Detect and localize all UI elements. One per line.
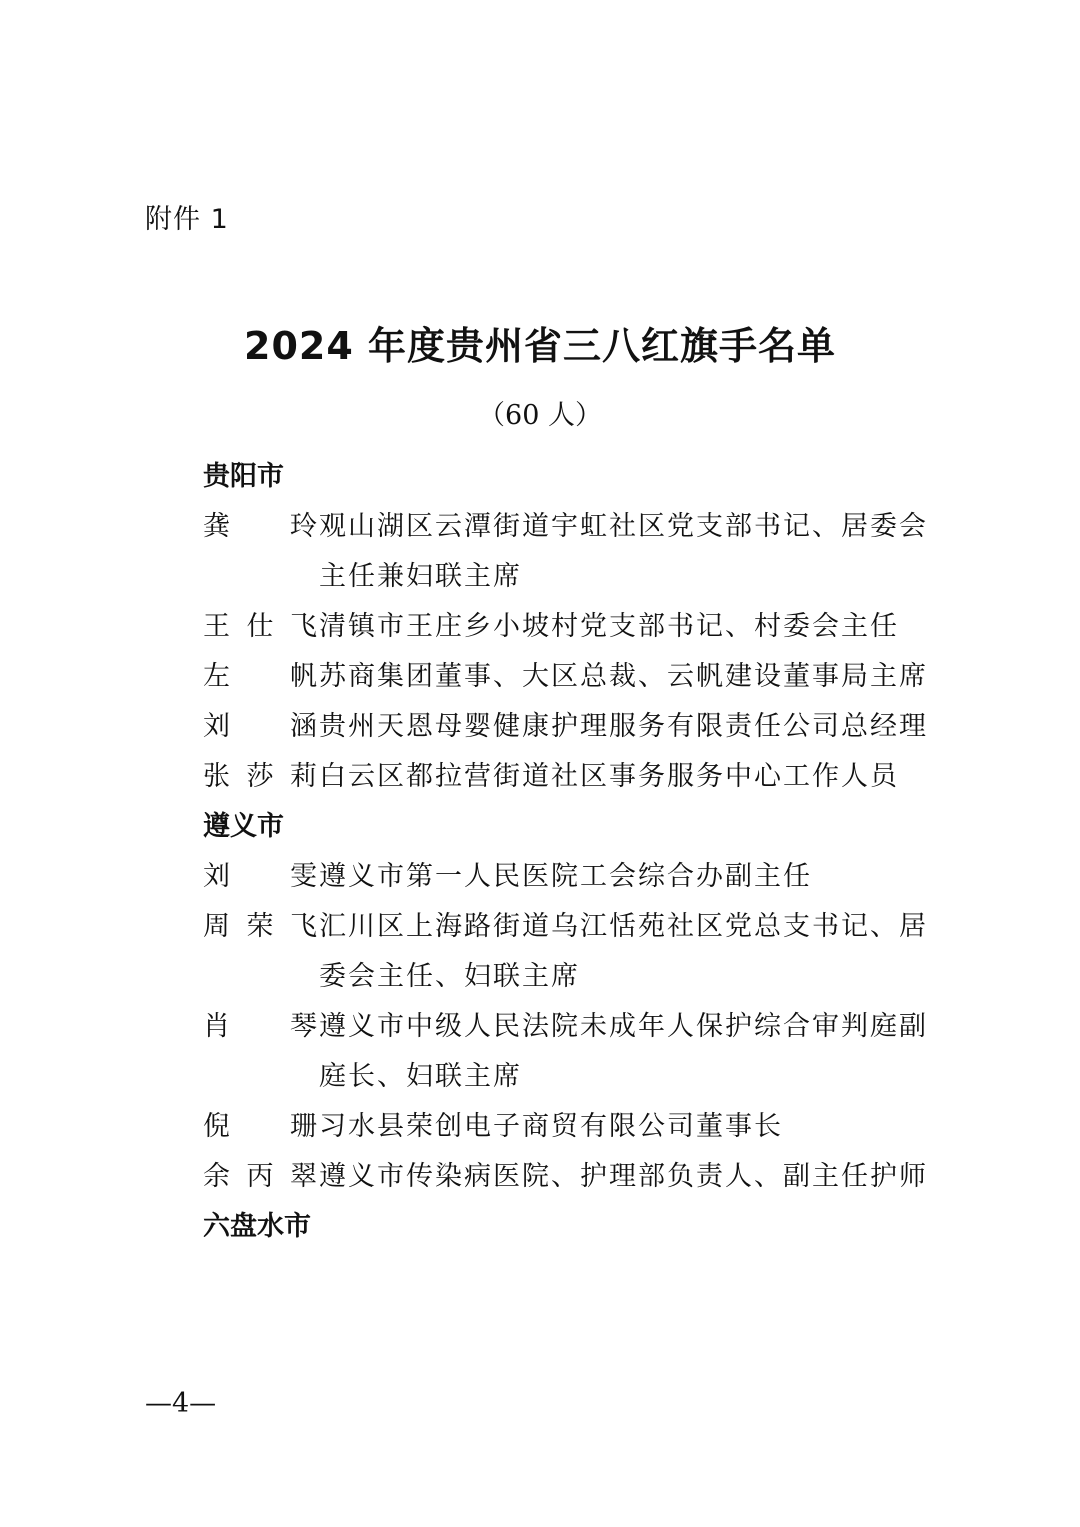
list-item <box>203 1002 963 1102</box>
person-name: 龚 玲 <box>203 511 319 542</box>
person-name: 张莎莉 <box>203 761 319 792</box>
page-number: —4— <box>145 1388 217 1419</box>
document-title: 2024 年度贵州省三八红旗手名单 <box>244 324 836 368</box>
person-title: 清镇市王庄乡小坡村党支部书记、村委会主任 <box>319 611 899 642</box>
list-item <box>203 702 963 752</box>
person-name: 刘 涵 <box>203 711 319 742</box>
list-item <box>203 1152 963 1202</box>
list-item <box>203 902 963 1002</box>
person-title: 贵州天恩母婴健康护理服务有限责任公司总经理 <box>319 711 928 742</box>
list-item <box>203 852 963 902</box>
region-heading: 六盘水市 <box>203 1211 311 1242</box>
list-item <box>203 652 963 702</box>
person-name: 周荣飞 <box>203 911 319 942</box>
person-title: 观山湖区云潭街道宇虹社区党支部书记、居委会主任兼妇联主席 <box>319 511 928 592</box>
region-heading: 遵义市 <box>203 811 284 842</box>
person-title: 苏商集团董事、大区总裁、云帆建设董事局主席 <box>319 661 928 692</box>
list-item <box>203 1102 963 1152</box>
region-heading: 贵阳市 <box>203 461 284 492</box>
person-name: 左 帆 <box>203 661 319 692</box>
person-title: 遵义市第一人民医院工会综合办副主任 <box>319 861 812 892</box>
person-title: 白云区都拉营街道社区事务服务中心工作人员 <box>319 761 899 792</box>
person-name: 肖 琴 <box>203 1011 319 1042</box>
person-name: 余丙翠 <box>203 1161 319 1192</box>
person-name: 倪 珊 <box>203 1111 319 1142</box>
list-item <box>203 502 963 602</box>
people-count: （60 人） <box>478 400 602 431</box>
list-item <box>203 602 963 652</box>
attachment-label: 附件 1 <box>145 204 229 235</box>
person-name: 刘 雯 <box>203 861 319 892</box>
person-title: 遵义市中级人民法院未成年人保护综合审判庭副庭长、妇联主席 <box>319 1011 928 1092</box>
person-title: 遵义市传染病医院、护理部负责人、副主任护师 <box>319 1161 928 1192</box>
person-title: 习水县荣创电子商贸有限公司董事长 <box>319 1111 783 1142</box>
person-name: 王仕飞 <box>203 611 319 642</box>
honoree-list <box>203 452 963 1252</box>
person-title: 汇川区上海路街道乌江恬苑社区党总支书记、居委会主任、妇联主席 <box>319 911 928 992</box>
list-item <box>203 752 963 802</box>
